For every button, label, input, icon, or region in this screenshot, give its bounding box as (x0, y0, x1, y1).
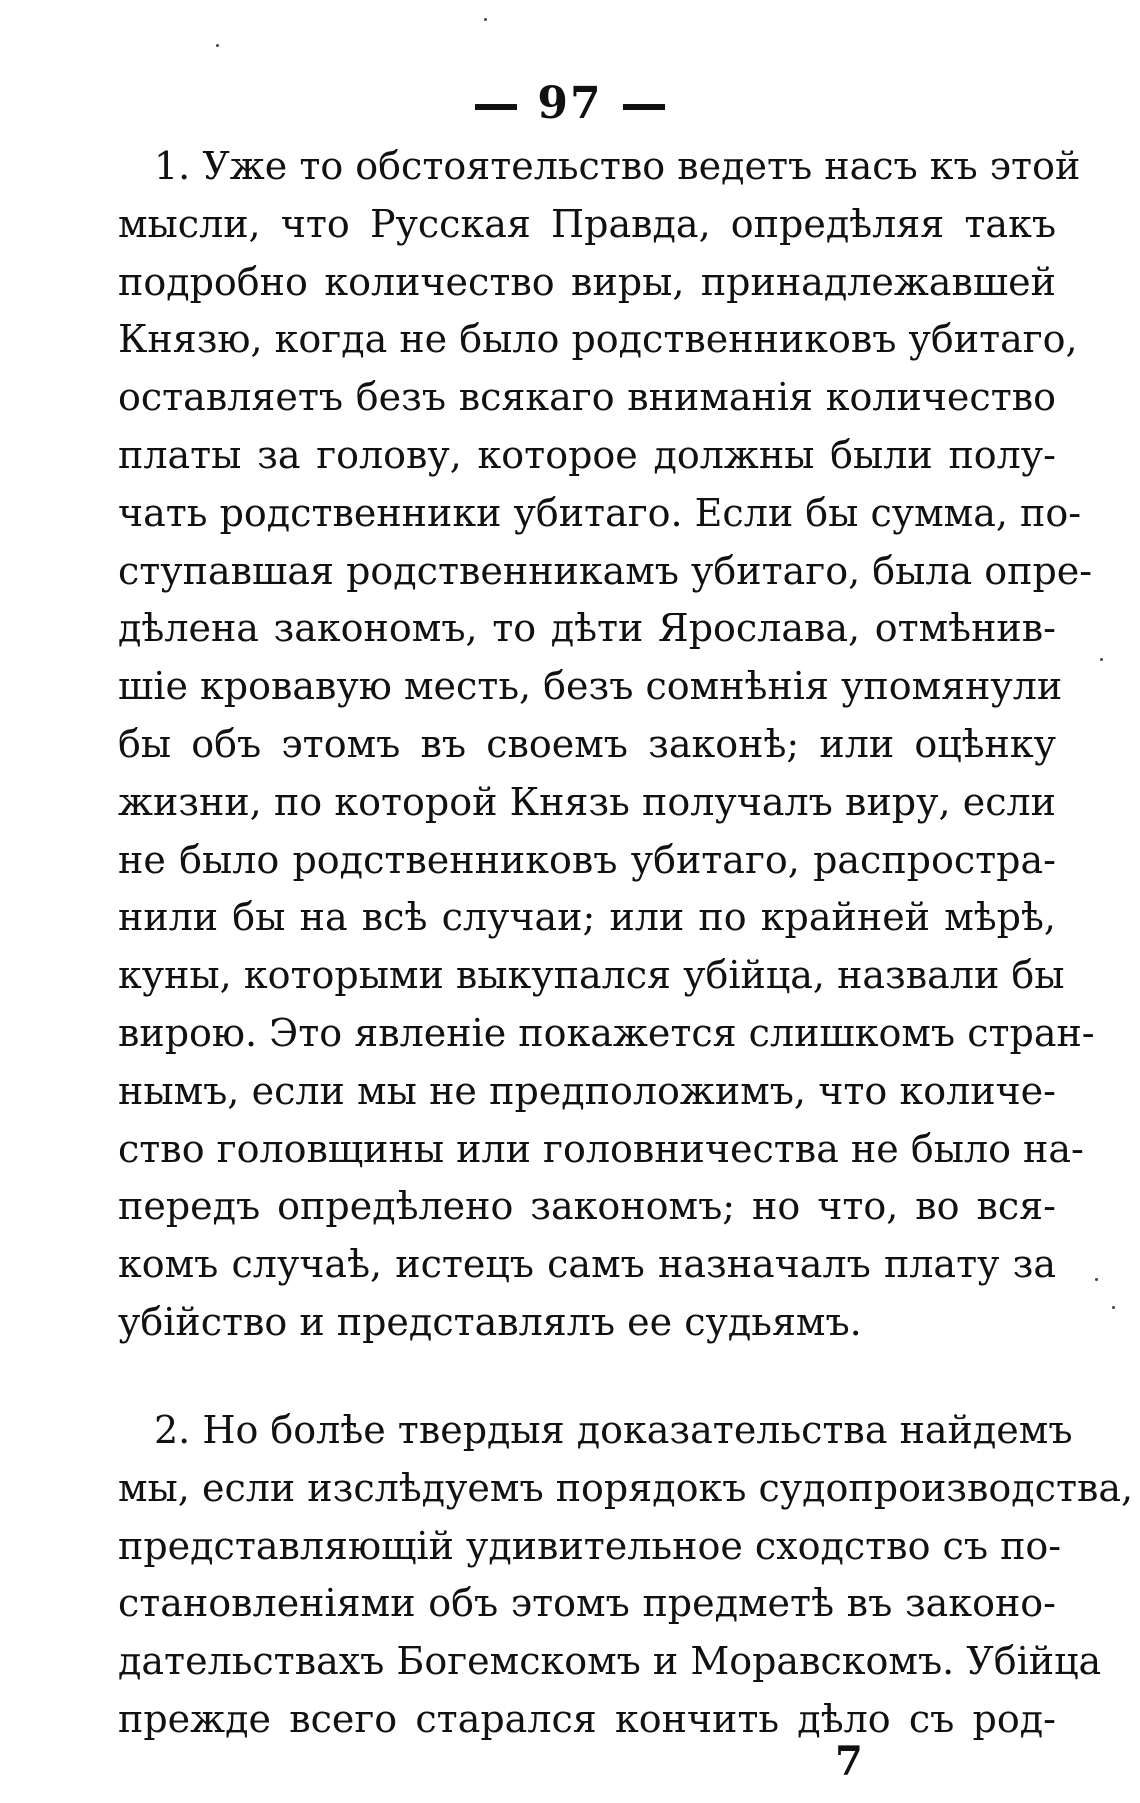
text-line: становленіями объ этомъ предметѣ въ законо- (118, 1581, 1056, 1626)
print-speck (1095, 1278, 1098, 1281)
print-speck (1100, 658, 1103, 661)
text-line: ступавшая родственникамъ убитаго, была опре- (118, 548, 1093, 593)
text-line: комъ случаѣ, истецъ самъ назначалъ плату за (118, 1242, 1056, 1287)
signature-mark: 7 (835, 1738, 863, 1785)
page-number: 97 (537, 78, 603, 129)
text-line: чать родственники убитаго. Если бы сумма, по- (118, 490, 1082, 535)
left-dash (475, 104, 517, 110)
text-line: представляющій удивительное сходство съ по- (118, 1523, 1062, 1568)
page-number-header (0, 78, 1140, 129)
text-line: вирою. Это явленіе покажется слишкомъ стран- (118, 1010, 1095, 1055)
text-line: нили бы на всѣ случаи; или по крайней мѣрѣ, (118, 895, 1056, 940)
paragraph-2 (118, 1402, 1134, 1749)
text-line: дѣлена закономъ, то дѣти Ярослава, отмѣнив- (118, 606, 1056, 651)
text-line: не было родственниковъ убитаго, распростра- (118, 837, 1056, 882)
text-line: нымъ, если мы не предположимъ, что количе- (118, 1068, 1056, 1113)
text-line: платы за голову, которое должны были полу- (118, 432, 1056, 477)
text-line: подробно количество виры, принадлежавшей (118, 259, 1056, 304)
text-line: Князю, когда не было родственниковъ убитаго, (118, 317, 1078, 362)
text-line: мы, если изслѣдуемъ порядокъ судопроизводства, (118, 1465, 1134, 1510)
text-line: ство головщины или головничества не было на- (118, 1126, 1084, 1171)
text-line: оставляетъ безъ всякаго вниманія количество (118, 375, 1056, 420)
text-line: дательствахъ Богемскомъ и Моравскомъ. Убійца (118, 1639, 1102, 1684)
text-line: прежде всего старался кончить дѣло съ род- (118, 1696, 1056, 1741)
text-line: шіе кровавую месть, безъ сомнѣнія упомянули (118, 664, 1063, 709)
text-line: передъ опредѣлено закономъ; но что, во вся- (118, 1184, 1056, 1229)
text-line: 2. Но болѣе твердыя доказательства найдемъ (154, 1408, 1073, 1452)
print-speck (1112, 1306, 1115, 1309)
text-line: куны, которыми выкупался убійца, назвали бы (118, 953, 1065, 998)
right-dash (623, 104, 665, 110)
text-line: убійство и представлялъ ее судьямъ. (118, 1299, 862, 1344)
print-speck (216, 44, 219, 47)
text-line: 1. Уже то обстоятельство ведетъ насъ къ этой (154, 144, 1081, 188)
text-line: жизни, по которой Князь получалъ виру, если (118, 779, 1056, 824)
text-line: мысли, что Русская Правда, опредѣляя такъ (118, 201, 1056, 246)
text-line: бы объ этомъ въ своемъ законѣ; или оцѣнку (118, 721, 1056, 766)
print-speck (484, 18, 487, 21)
paragraph-1 (118, 138, 1095, 1352)
